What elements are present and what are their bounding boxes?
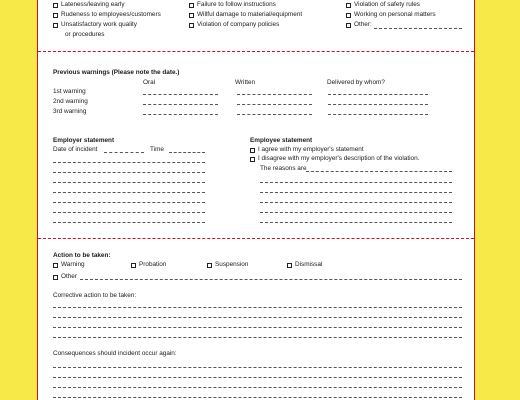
employee-statement-line[interactable]	[260, 182, 452, 183]
checkbox-dismissal[interactable]	[287, 263, 292, 268]
other-action-label: Other	[61, 273, 77, 280]
employer-statement-line[interactable]	[53, 202, 205, 203]
reasons-label: The reasons are	[260, 165, 307, 172]
checkbox-failure-instructions[interactable]	[189, 3, 194, 8]
reason-label: Violation of safety rules	[354, 1, 420, 8]
section-divider	[38, 51, 474, 52]
employee-statement-line[interactable]	[260, 222, 452, 223]
corrective-action-line[interactable]	[53, 337, 462, 338]
section-divider	[38, 238, 474, 239]
employee-statement-line[interactable]	[260, 212, 452, 213]
disagree-label: I disagree with my employer's description of the violation.	[258, 155, 420, 162]
employer-statement-line[interactable]	[53, 222, 205, 223]
warnings-col-written: Written	[235, 79, 256, 86]
checkbox-personal-matters[interactable]	[346, 13, 351, 18]
reason-label: Failure to follow instructions	[197, 1, 276, 8]
action-option-label: Dismissal	[295, 261, 323, 268]
warning-row-label: 1st warning	[53, 88, 86, 95]
warnings-heading: Previous warnings (Please note the date.)	[53, 69, 180, 76]
reason-label: Working on personal matters	[354, 11, 436, 18]
checkbox-other-action[interactable]	[53, 275, 58, 280]
checkbox-agree[interactable]	[250, 148, 255, 153]
checkbox-willful-damage[interactable]	[189, 13, 194, 18]
corrective-action-line[interactable]	[53, 327, 462, 328]
employee-reasons-line[interactable]	[306, 171, 452, 172]
consequences-line[interactable]	[53, 397, 462, 398]
consequences-line[interactable]	[53, 387, 462, 388]
checkbox-policy-violation[interactable]	[189, 23, 194, 28]
employer-statement-line[interactable]	[53, 192, 205, 193]
reason-label: Other:	[354, 21, 372, 28]
warning-oral-line[interactable]	[143, 114, 218, 115]
corrective-action-label: Corrective action to be taken:	[53, 292, 137, 299]
other-action-line[interactable]	[80, 279, 462, 280]
warnings-col-oral: Oral	[143, 79, 156, 86]
checkbox-safety-rules[interactable]	[346, 3, 351, 8]
action-option-label: Warning	[61, 261, 85, 268]
reason-label: or procedures	[65, 31, 105, 38]
reason-label: Violation of company policies	[197, 21, 280, 28]
warning-delivered-line[interactable]	[328, 114, 428, 115]
warning-oral-line[interactable]	[143, 104, 218, 105]
warning-row-label: 3rd warning	[53, 108, 87, 115]
corrective-action-line[interactable]	[53, 317, 462, 318]
checkbox-work-quality[interactable]	[53, 23, 58, 28]
warning-written-line[interactable]	[237, 114, 312, 115]
employer-statement-line[interactable]	[53, 172, 205, 173]
warning-oral-line[interactable]	[143, 94, 218, 95]
checkbox-disagree[interactable]	[250, 157, 255, 162]
employee-statement-line[interactable]	[260, 202, 452, 203]
checkbox-lateness[interactable]	[53, 3, 58, 8]
consequences-label: Consequences should incident occur again:	[53, 350, 177, 357]
action-option-label: Probation	[139, 261, 167, 268]
checkbox-other[interactable]	[346, 23, 351, 28]
date-of-incident-field[interactable]	[104, 152, 144, 153]
warning-written-line[interactable]	[237, 94, 312, 95]
employee-statement-heading: Employee statement	[250, 137, 313, 144]
warning-row-label: 2nd warning	[53, 98, 88, 105]
checkbox-warning[interactable]	[53, 263, 58, 268]
reason-label: Unsatisfactory work quality	[61, 21, 138, 28]
consequences-line[interactable]	[53, 367, 462, 368]
other-reason-line[interactable]	[374, 28, 462, 29]
agree-label: I agree with my employer's statement	[258, 146, 364, 153]
warning-delivered-line[interactable]	[328, 94, 428, 95]
warning-delivered-line[interactable]	[328, 104, 428, 105]
employer-statement-heading: Employer statement	[53, 137, 115, 144]
employer-statement-line[interactable]	[53, 162, 205, 163]
reason-label: Willful damage to material/equipment	[197, 11, 303, 18]
warnings-col-delivered: Delivered by whom?	[327, 79, 385, 86]
checkbox-rudeness[interactable]	[53, 13, 58, 18]
time-label: Time	[150, 146, 164, 153]
employee-statement-line[interactable]	[260, 192, 452, 193]
employer-statement-line[interactable]	[53, 212, 205, 213]
date-of-incident-label: Date of incident	[53, 146, 98, 153]
checkbox-probation[interactable]	[131, 263, 136, 268]
corrective-action-line[interactable]	[53, 307, 462, 308]
reason-label: Lateness/leaving early	[61, 1, 125, 8]
reason-label: Rudeness to employees/customers	[61, 11, 161, 18]
disciplinary-form	[37, 0, 475, 400]
checkbox-suspension[interactable]	[207, 263, 212, 268]
action-heading: Action to be taken:	[53, 252, 111, 259]
warning-written-line[interactable]	[237, 104, 312, 105]
employer-statement-line[interactable]	[53, 182, 205, 183]
consequences-line[interactable]	[53, 377, 462, 378]
action-option-label: Suspension	[215, 261, 249, 268]
time-field[interactable]	[169, 152, 205, 153]
